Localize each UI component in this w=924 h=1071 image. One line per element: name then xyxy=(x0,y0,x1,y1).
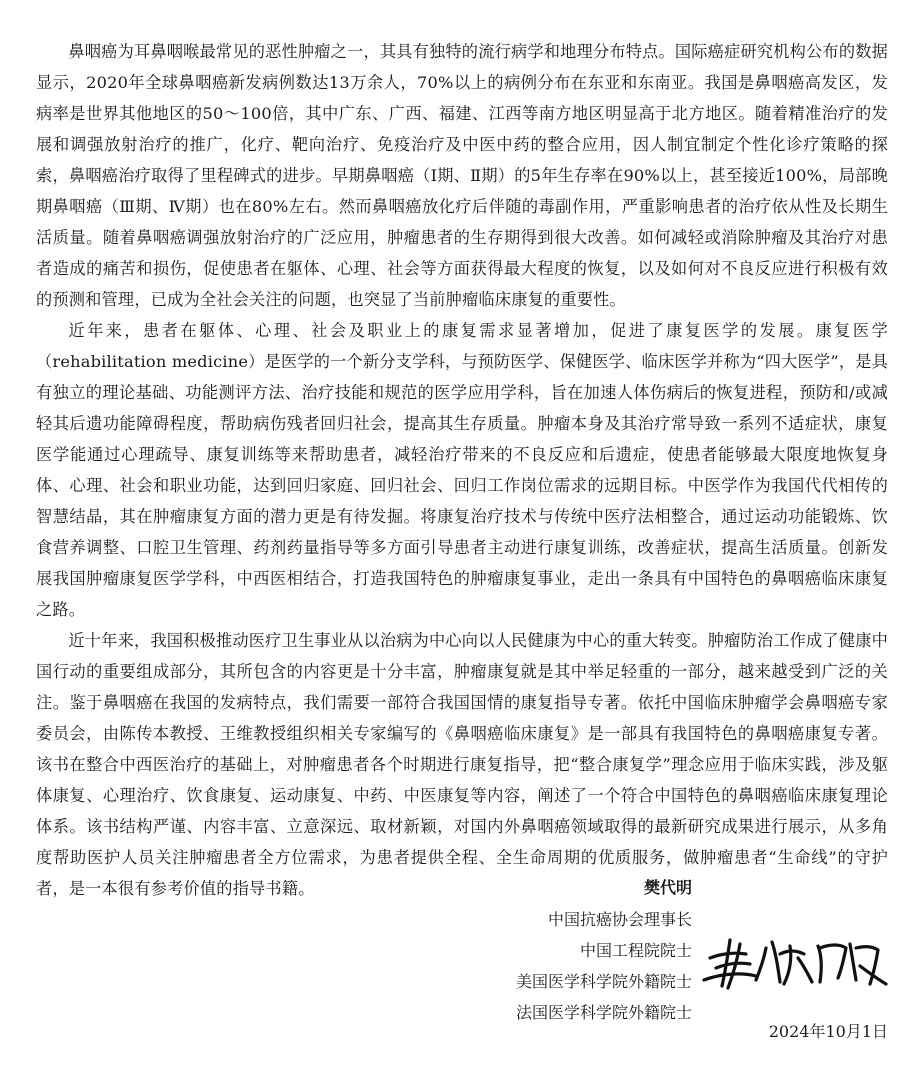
handwritten-signature xyxy=(700,928,890,998)
author-title: 中国工程院院士 xyxy=(579,941,692,960)
paragraph-3: 近十年来，我国积极推动医疗卫生事业从以治病为中心向以人民健康为中心的重大转变。肿瘤防治工作成了健康中国行动的重要组成部分，其所包含的内容更是十分丰富，肿瘤康复就是其中举足轻重的一部分，越来越受到广泛的关注。鉴于鼻咽癌在我国的发病特点，我们需要一部符合我国国情的康复指导专著。依托中国临床肿瘤学会鼻咽癌专家委员会，由陈传本教授、王维教授组织相关专家编写的《鼻咽癌临床康复》是一部具有我国特色的鼻咽癌康复专著。该书在整合中西医治疗的基础上，对肿瘤患者各个时期进行康复指导，把“整合康复学”理念应用于临床实践，涉及躯体康复、心理治疗、饮食康复、运动康复、中药、中医康复等内容，阐述了一个符合中国特色的鼻咽癌临床康复理论体系。该书结构严谨、内容丰富、立意深远、取材新颖，对国内外鼻咽癌领域取得的最新研究成果进行展示，从多角度帮助医护人员关注肿瘤患者全方位需求，为患者提供全程、全生命周期的优质服务，做肿瘤患者“生命线”的守护者，是一本很有参考价值的指导书籍。 xyxy=(36,631,888,898)
author-title: 中国抗癌协会理事长 xyxy=(547,910,692,929)
author-title: 法国医学科学院外籍院士 xyxy=(515,1003,692,1022)
paragraph-1: 鼻咽癌为耳鼻咽喉最常见的恶性肿瘤之一，其具有独特的流行病学和地理分布特点。国际癌症研究机构公布的数据显示，2020年全球鼻咽癌新发病例数达13万余人，70%以上的病例分布在东亚和东南亚。我国是鼻咽癌高发区，发病率是世界其他地区的50～100倍，其中广东、广西、福建、江西等南方地区明显高于北方地区。随着精准治疗的发展和调强放射治疗的推广，化疗、靶向治疗、免疫治疗及中医中药的整合应用，因人制宜制定个性化诊疗策略的探索，鼻咽癌治疗取得了里程碑式的进步。早期鼻咽癌（Ⅰ期、Ⅱ期）的5年生存率在90%以上，甚至接近100%，局部晚期鼻咽癌（Ⅲ期、Ⅳ期）也在80%左右。然而鼻咽癌放化疗后伴随的毒副作用，严重影响患者的治疗依从性及长期生活质量。随着鼻咽癌调强放射治疗的广泛应用，肿瘤患者的生存期得到很大改善。如何减轻或消除肿瘤及其治疗对患者造成的痛苦和损伤，促使患者在躯体、心理、社会等方面获得最大程度的恢复，以及如何对不良反应进行积极有效的预测和管理，已成为全社会关注的问题，也突显了当前肿瘤临床康复的重要性。 xyxy=(36,42,888,309)
foreword-body xyxy=(36,36,888,904)
date: 2024年10月1日 xyxy=(768,1022,888,1041)
paragraph-2: 近年来，患者在躯体、心理、社会及职业上的康复需求显著增加，促进了康复医学的发展。康复医学（rehabilitation medicine）是医学的一个新分支学科，与预防医学、保健医学、临床医学并称为“四大医学”，是具有独立的理论基础、功能测评方法、治疗技能和规范的医学应用学科，旨在加速人体伤病后的恢复进程，预防和/或减轻其后遗功能障碍程度，帮助病伤残者回归社会，提高其生存质量。肿瘤本身及其治疗常导致一系列不适症状，康复医学能通过心理疏导、康复训练等来帮助患者，减轻治疗带来的不良反应和后遗症，使患者能够最大限度地恢复身体、心理、社会和职业功能，达到回归家庭、回归社会、回归工作岗位需求的远期目标。中医学作为我国代代相传的智慧结晶，其在肿瘤康复方面的潜力更是有待发掘。将康复治疗技术与传统中医疗法相整合，通过运动功能锻炼、饮食营养调整、口腔卫生管理、药剂药量指导等多方面引导患者主动进行康复训练，改善症状，提高生活质量。创新发展我国肿瘤康复医学学科，中西医相结合，打造我国特色的肿瘤康复事业，走出一条具有中国特色的鼻咽癌临床康复之路。 xyxy=(36,321,888,619)
author-signature-block xyxy=(516,872,692,1028)
author-title: 美国医学科学院外籍院士 xyxy=(515,972,692,991)
author-name: 樊代明 xyxy=(643,878,692,897)
